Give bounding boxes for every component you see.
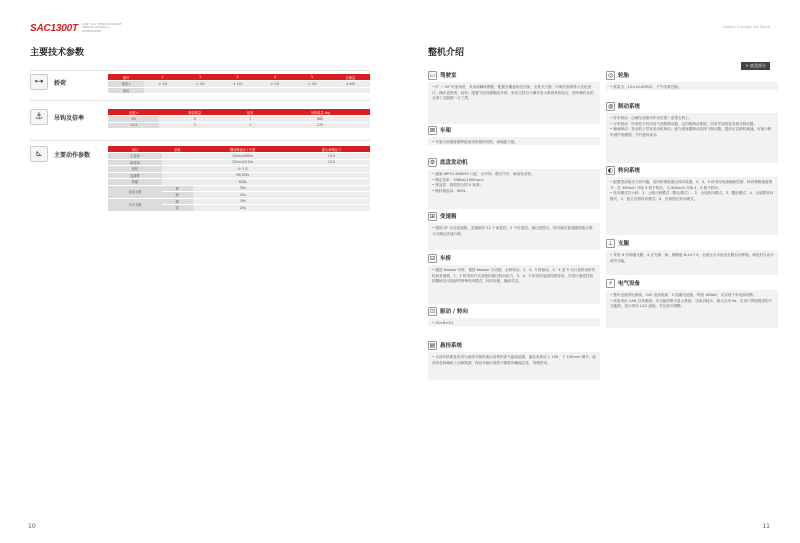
- module-header: [428, 157, 468, 167]
- table-cell: ≤ 60t: [331, 81, 370, 88]
- table-cell: 垂直支腿: [108, 185, 162, 198]
- module-body: [428, 82, 600, 124]
- cab-icon: ▭: [429, 71, 436, 79]
- axle-icon: ⊟: [429, 254, 436, 262]
- module-text: • 整车直流供电系统，24V 直流电源，2 组蓄电池箱，每组 180AH，可实现下车电源切断；: [610, 293, 757, 297]
- module-header: [428, 125, 451, 135]
- outrigger-icon: ⊥: [607, 239, 614, 247]
- module-text: • 底盘采用 CAN 总线系统，多功能的集中显示系统，功率消耗小，最大应用 fw；在用户界面提供的个交能图，显示采用 LCD 液晶，对比度可调整。: [610, 298, 773, 309]
- table-cell: 伸缩: [108, 179, 162, 186]
- spec-action-label: 主要动作参数: [54, 152, 91, 159]
- table-cell: 主卷扬: [108, 153, 162, 160]
- engine-icon: ⚙: [429, 158, 436, 166]
- module-text: • 全部车桥都是采用为高度可调带液压闭锁的油气悬架装置，悬挂高度可上 190、下 100mm 调节，能适用各种崎岖工况和路面，保证车辆行驶的平顺性和横稳定性、驾驶舒适。: [432, 355, 596, 365]
- table-cell: 缩: [162, 192, 193, 199]
- table-cell: 22mm/260m: [193, 153, 293, 160]
- table-cell: 35s: [193, 185, 293, 192]
- module-header: [428, 340, 462, 350]
- spec-travel: [30, 74, 370, 94]
- table-cell: 0~1.5: [193, 166, 293, 173]
- table-cell: 副卷扬: [108, 159, 162, 166]
- table-cell: [144, 87, 181, 94]
- table-header-cell: 总重量: [331, 74, 370, 81]
- table-cell: [256, 87, 293, 94]
- module-body: [606, 177, 778, 235]
- module-text: • 额定功率：338kw/1900rpm；: [432, 177, 487, 182]
- table-header-cell: 项目: [108, 146, 162, 153]
- module-title: 驱动 / 转向: [440, 309, 468, 315]
- module-body: [428, 169, 600, 209]
- logo-subtitle: SANY ALL TERRAIN CRANE SPECIFICATIONS & DIMENSIONS: [81, 21, 122, 33]
- table-cell: 90: [108, 116, 159, 123]
- module-text: • 采用 H 形伸缩支腿，4 点支撑、纵、横跨距 8.4×7.9，全液压水平垂直支腿自动伸缩，调直后自动平调节功能。: [610, 253, 774, 263]
- table-row: [108, 122, 370, 129]
- module-body: [606, 82, 778, 90]
- table-header-cell: 轴号: [108, 74, 144, 81]
- module-body: [606, 250, 778, 275]
- table-header-cell: 参数: [162, 146, 193, 153]
- section-tag: > 底盘部分: [741, 62, 770, 70]
- table-cell: < 12t: [144, 81, 181, 88]
- table-cell: < 12t: [256, 81, 293, 88]
- table-cell: 降: [162, 198, 193, 205]
- module-title: 车桥: [440, 256, 452, 262]
- table-cell: 10.5: [293, 159, 370, 166]
- right-section-title: 整机介绍: [428, 48, 465, 58]
- module-body: [428, 352, 600, 380]
- electric-icon: ⚡: [606, 279, 615, 288]
- module-header: [428, 211, 457, 221]
- module-title: 悬挂系统: [440, 343, 463, 349]
- table-cell: 最优: [108, 87, 144, 94]
- spec-hoist: [30, 109, 370, 129]
- table-cell: 1: [230, 122, 270, 129]
- table-cell: 270: [270, 122, 370, 129]
- module-text: • 燃料箱容量：600L。: [432, 188, 470, 193]
- module-text: • 驻车制动：由储压前驱动作用在第二至第五桥上；: [610, 116, 693, 120]
- table-cell: 10.5: [293, 153, 370, 160]
- table-cell: 12.5: [108, 122, 159, 129]
- table-cell: [181, 87, 218, 94]
- logo-text: SAC1300T: [30, 22, 78, 34]
- drive-icon: ⊡: [429, 307, 436, 315]
- table-cell: < 12t: [293, 81, 330, 88]
- hoist-table: [108, 109, 370, 129]
- table-cell: 3: [159, 122, 230, 129]
- table-header-cell: 滑轮数量: [159, 109, 230, 116]
- right-page: [400, 0, 800, 543]
- module-text: • 数量为，10×14.00R25，子午线真空胎。: [610, 85, 682, 89]
- divider: [30, 70, 370, 71]
- module-text: • 德国 Kessler 车桥，德国 Kessler 分动箱，全桥转向，2、4、5 桥驱动，2、4 及 5 为行星转动桥有轮间差速锁，1、2 桥采用开式双独的液压转向助力，3、4、5 桥采用电液控制转向，可进行速度控制的隔桥及可选择的特殊转向模式，转向轻便，操纵灵活。: [432, 268, 596, 284]
- table-row: [108, 87, 370, 94]
- steering-icon: ◐: [607, 166, 614, 174]
- module-body: [428, 223, 600, 250]
- module-text: • 转向模式共六种：1、公路行驶模式（默认模式）；2、全轮转向模式；3、蟹形模式；4、无偏摆转向模式；5、独立后桥转向模式；6、后桥锁定转向模式。: [610, 191, 774, 201]
- wheel-icon: ◎: [607, 71, 614, 79]
- module-title: 电气设备: [618, 281, 641, 287]
- table-cell: 25s: [193, 205, 293, 212]
- table-header-cell: 钢丝绳直径 / 长度: [193, 146, 293, 153]
- module-text: • 配置带双驱动力转向器，前四桥系统液压转向装置，3、4、5 桥采用电液辅助控制，转向策略速度调节，在 30km/h 开始 3 桥不转向，当 60km/h 开始 4、5 桥不转向；: [610, 180, 773, 190]
- table-cell: 水平支腿: [108, 198, 162, 211]
- table-cell: [219, 87, 256, 94]
- table-header-cell: 1: [144, 74, 181, 81]
- spec-action: [30, 146, 370, 212]
- table-header-cell: 倍率: [230, 109, 270, 116]
- table-cell: [293, 205, 370, 212]
- module-header: [606, 70, 629, 80]
- module-text: • 排放性：排放符合国 V 标准；: [432, 183, 484, 188]
- module-text: • 德国 ZF 自动变速箱，变速箱有 12 个前进挡，2 个后退挡，速比范围大，即可满足低速爬坡能行驶又可满足高速行驶。: [432, 226, 593, 236]
- module-body: [606, 290, 778, 328]
- table-header-cell: 4: [256, 74, 293, 81]
- table-cell: 轴荷 t: [108, 81, 144, 88]
- module-title: 制动系统: [618, 104, 641, 110]
- table-cell: 55/105s: [193, 172, 293, 179]
- table-cell: 685: [270, 116, 370, 123]
- module-body: [428, 265, 600, 304]
- divider: [30, 140, 370, 141]
- gearbox-icon: ⊞: [429, 212, 436, 220]
- page-number-left: 10: [28, 523, 36, 530]
- module-header: [606, 278, 640, 288]
- module-title: 转向系统: [618, 168, 641, 174]
- spec-travel-label: 轿荷: [54, 80, 67, 87]
- table-header-cell: 5: [293, 74, 330, 81]
- module-title: 驾驶室: [440, 73, 457, 79]
- left-section-title: 主要技术参数: [30, 48, 85, 58]
- module-body: [606, 113, 778, 163]
- table-header-cell: 吊钩重量 /kg: [270, 109, 370, 116]
- module-header: [428, 253, 451, 263]
- table-cell: [293, 87, 330, 94]
- module-title: 变速箱: [440, 214, 457, 220]
- module-text: • 辅助制动：发动机上带有发动机制动，液力缓速器制动及排气制动器，提前可以缓机减速，可减少制车固件的磨损，节约使用成本。: [610, 127, 772, 137]
- module-header: [606, 101, 640, 111]
- module-text: • 潍柴 WP12.460E50 六缸、水冷却、增压中冷、柴油发动机；: [432, 172, 535, 176]
- truck-icon: ⊶: [30, 74, 48, 90]
- frame-icon: ⊠: [429, 126, 436, 134]
- table-header-cell: 最大单绳拉力: [293, 146, 370, 153]
- crane-icon: ⊾: [30, 146, 48, 162]
- table-cell: 伸: [162, 185, 193, 192]
- module-text: • 行车制动：所有轮子均用双气回路制动器，双回路制动系统，所有车轮均装有鼓式制动器；: [610, 121, 758, 126]
- table-cell: 600s: [193, 179, 293, 186]
- table-cell: < 12t: [219, 81, 256, 88]
- module-text: • 车架为高强度钢焊接而成的箱形结构，承载能力强。: [432, 140, 518, 144]
- module-text: • 0° ~ 20°可变角度，采用前翻转钢板，配置全覆盖软化内饰，全景式天窗、可调式座椅等人性化设计，操作更舒适、轻松；配置力控视频随双外屏，采用主控台与操作显示系统有机结合，使车辆作业的全部工况数据一目了然。: [432, 85, 594, 101]
- table-cell: 22mm/210m: [193, 159, 293, 166]
- module-title: 支腿: [618, 241, 630, 247]
- table-cell: 30s: [193, 198, 293, 205]
- table-header-cell: 3: [219, 74, 256, 81]
- spec-hoist-label: 吊钩及倍率: [54, 115, 85, 122]
- module-header: [606, 238, 629, 248]
- suspension-icon: ▤: [429, 341, 436, 349]
- hook-icon: ⚓: [30, 109, 48, 125]
- module-title: 底盘发动机: [440, 160, 468, 166]
- travel-table: [108, 74, 370, 94]
- module-body: [428, 318, 600, 326]
- module-header: [428, 306, 468, 316]
- tagline: Quality Changes the World: [723, 25, 770, 29]
- table-cell: 收: [162, 205, 193, 212]
- divider: [30, 100, 370, 101]
- module-body: [428, 137, 600, 145]
- brand-logo: [30, 23, 124, 33]
- table-header-cell: 倍数 t: [108, 109, 159, 116]
- module-text: • 10×8×10。: [432, 321, 457, 325]
- table-cell: 9: [159, 116, 230, 123]
- module-header: [606, 165, 640, 175]
- action-table: [108, 146, 370, 212]
- brake-icon: ◍: [607, 102, 614, 110]
- table-cell: 25s: [193, 192, 293, 199]
- table-cell: 起落臂: [108, 172, 162, 179]
- table-header-cell: 2: [181, 74, 218, 81]
- table-cell: < 12t: [181, 81, 218, 88]
- table-cell: [331, 87, 370, 94]
- page-number-right: 11: [762, 523, 770, 530]
- module-title: 轮胎: [618, 73, 630, 79]
- table-cell: 7: [230, 116, 270, 123]
- table-cell: 回转: [108, 166, 162, 173]
- module-header: [428, 70, 457, 80]
- module-title: 车架: [440, 128, 452, 134]
